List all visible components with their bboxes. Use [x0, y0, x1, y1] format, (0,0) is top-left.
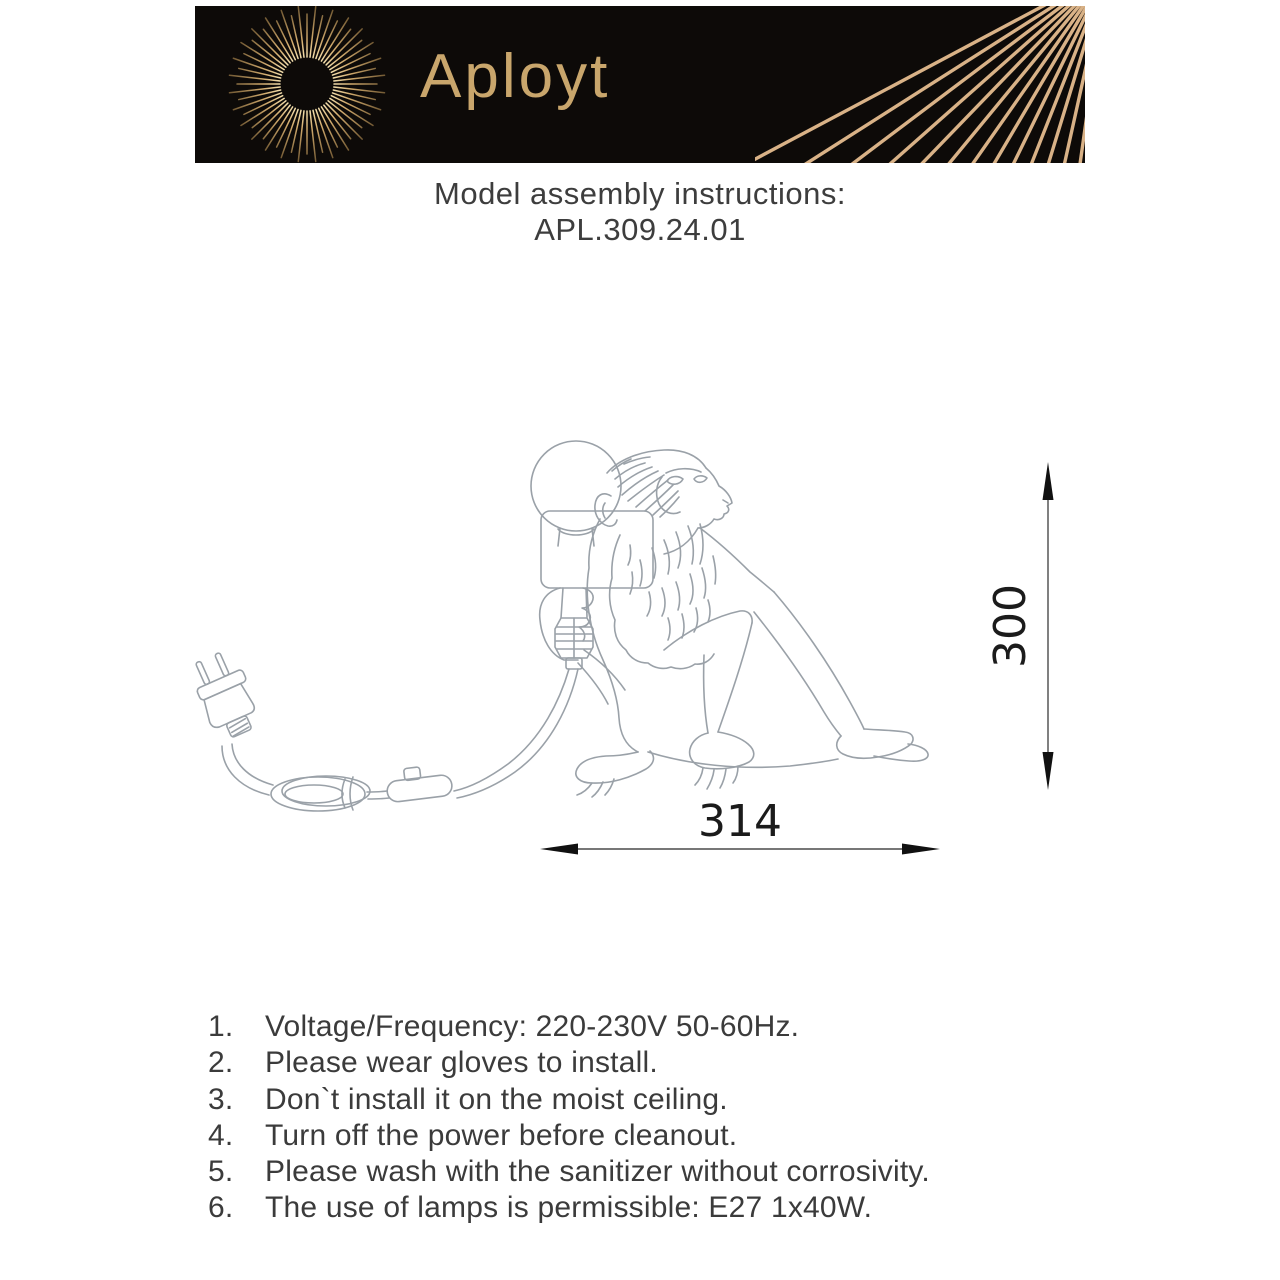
- item-number: 5.: [208, 1155, 234, 1189]
- item-number: 2.: [208, 1046, 234, 1080]
- brand-name: Aployt: [420, 42, 611, 111]
- height-dimension: [985, 462, 1054, 790]
- brand-banner: [195, 6, 1085, 163]
- inline-switch: [385, 763, 453, 803]
- item-number: 1.: [208, 1010, 234, 1043]
- bulb-illustration: [531, 441, 653, 588]
- item-text: Voltage/Frequency: 220-230V 50-60Hz.: [265, 1010, 800, 1043]
- lamp-diagram: [180, 425, 1080, 877]
- width-label: 314: [698, 796, 782, 847]
- model-number: APL.309.24.01: [534, 212, 746, 247]
- item-text: Don`t install it on the moist ceiling.: [265, 1082, 728, 1116]
- item-text: The use of lamps is permissible: E27 1x40W.: [265, 1191, 873, 1225]
- arrow-down-icon: [1043, 752, 1054, 790]
- instruction-item: [208, 1082, 930, 1118]
- instruction-item: [208, 1045, 930, 1081]
- width-dimension: [540, 796, 940, 855]
- page-title: Model assembly instructions:: [434, 176, 846, 211]
- item-number: 4.: [208, 1118, 234, 1152]
- instruction-item: [208, 1118, 930, 1154]
- arrow-left-icon: [540, 844, 578, 855]
- arrow-up-icon: [1043, 462, 1054, 500]
- height-label: 300: [985, 584, 1036, 668]
- instruction-item: [208, 1009, 930, 1045]
- power-cord-illustration: [185, 647, 578, 811]
- item-text: Please wash with the sanitizer without corrosivity.: [265, 1155, 930, 1189]
- instructions-list: [208, 1009, 930, 1227]
- item-number: 3.: [208, 1082, 234, 1116]
- item-number: 6.: [208, 1191, 234, 1225]
- instruction-item: [208, 1190, 930, 1226]
- item-text: Turn off the power before cleanout.: [265, 1118, 738, 1152]
- instruction-item: [208, 1154, 930, 1190]
- title-block: [0, 176, 1280, 248]
- sunburst-icon: [223, 6, 391, 163]
- socket-holder-illustration: [540, 588, 593, 669]
- corner-rays-icon: [755, 6, 1085, 163]
- arrow-right-icon: [902, 844, 940, 855]
- power-plug: [185, 647, 265, 744]
- cord-coil: [271, 776, 370, 811]
- sunburst-center: [281, 58, 333, 110]
- monkey-illustration: [576, 450, 928, 797]
- item-text: Please wear gloves to install.: [265, 1046, 658, 1080]
